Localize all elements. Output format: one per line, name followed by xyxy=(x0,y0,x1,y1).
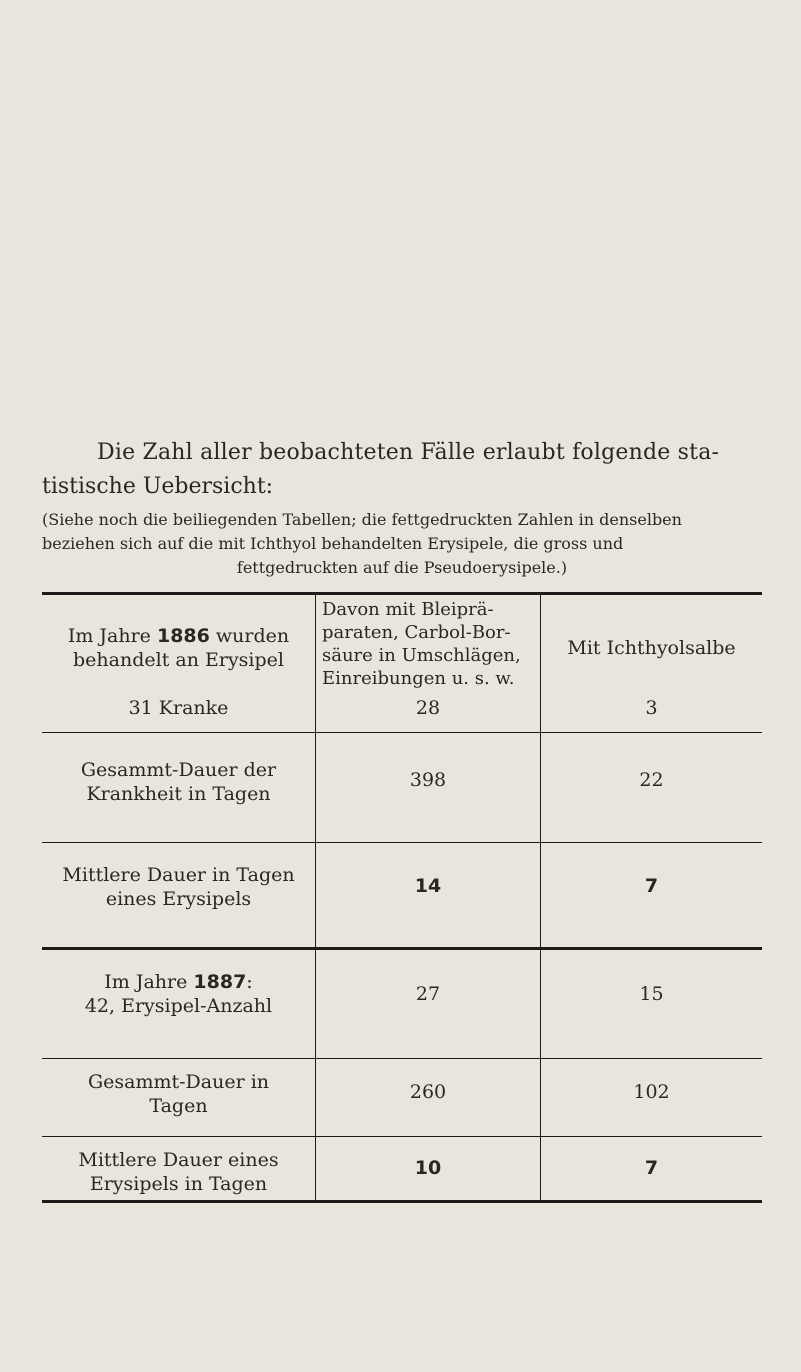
row-4-col2: 260 xyxy=(409,1081,447,1103)
note-line-1: (Siehe noch die beiliegenden Tabellen; die fettgedruckten Zahlen in denselben xyxy=(42,510,682,529)
statistics-table xyxy=(42,592,762,1204)
row-3-col3: 15 xyxy=(639,983,664,1005)
row-1-col2: 398 xyxy=(409,769,447,791)
row-3-col2: 27 xyxy=(415,983,441,1005)
header-col3: Mit Ichthyolsalbe xyxy=(567,637,736,659)
intro-line-1: Die Zahl aller beobachteten Fälle erlaubt folgende sta- xyxy=(97,440,720,465)
table-row-rule xyxy=(42,1136,762,1137)
row-4-col3: 102 xyxy=(633,1081,670,1103)
header-col1: Im Jahre 1886 wurden behandelt an Erysipel xyxy=(67,625,290,671)
header-col1-count: 31 Kranke xyxy=(128,697,229,719)
row-5-col2: 10 xyxy=(414,1157,442,1179)
table-row-rule xyxy=(42,732,762,733)
table-bottom-rule xyxy=(42,1200,762,1203)
intro-line-2: tistische Uebersicht: xyxy=(42,474,274,499)
year-1886: 1886 xyxy=(156,625,210,647)
row-4-label: Gesammt-Dauer in Tagen xyxy=(87,1071,270,1117)
note-line-2: beziehen sich auf die mit Ichthyol behandelten Erysipele, die gross und xyxy=(42,534,624,553)
row-2-col3: 7 xyxy=(644,875,659,897)
header-col2-count: 28 xyxy=(415,697,441,719)
table-top-rule xyxy=(42,592,762,595)
row-5-label: Mittlere Dauer eines Erysipels in Tagen xyxy=(78,1149,279,1195)
row-2-label: Mittlere Dauer in Tagen eines Erysipels xyxy=(62,864,295,910)
table-section-rule xyxy=(42,947,762,950)
row-2-col2: 14 xyxy=(414,875,442,897)
row-3-label: Im Jahre 1887: 42, Erysipel-Anzahl xyxy=(84,971,273,1017)
table-row-rule xyxy=(42,842,762,843)
header-col3-count: 3 xyxy=(645,697,658,719)
table-row-rule xyxy=(42,1058,762,1059)
intro-paragraph xyxy=(42,436,762,580)
header-col2: Davon mit Bleiprä- paraten, Carbol-Bor- säure in Umschlägen, Einreibungen u. s. w. xyxy=(322,599,521,689)
row-5-col3: 7 xyxy=(644,1157,659,1179)
row-1-col3: 22 xyxy=(639,769,664,791)
year-1887: 1887 xyxy=(193,971,247,993)
row-1-label: Gesammt-Dauer der Krankheit in Tagen xyxy=(80,759,277,805)
note-line-3: fettgedruckten auf die Pseudoerysipele.) xyxy=(236,558,568,577)
intro-note xyxy=(42,508,762,580)
